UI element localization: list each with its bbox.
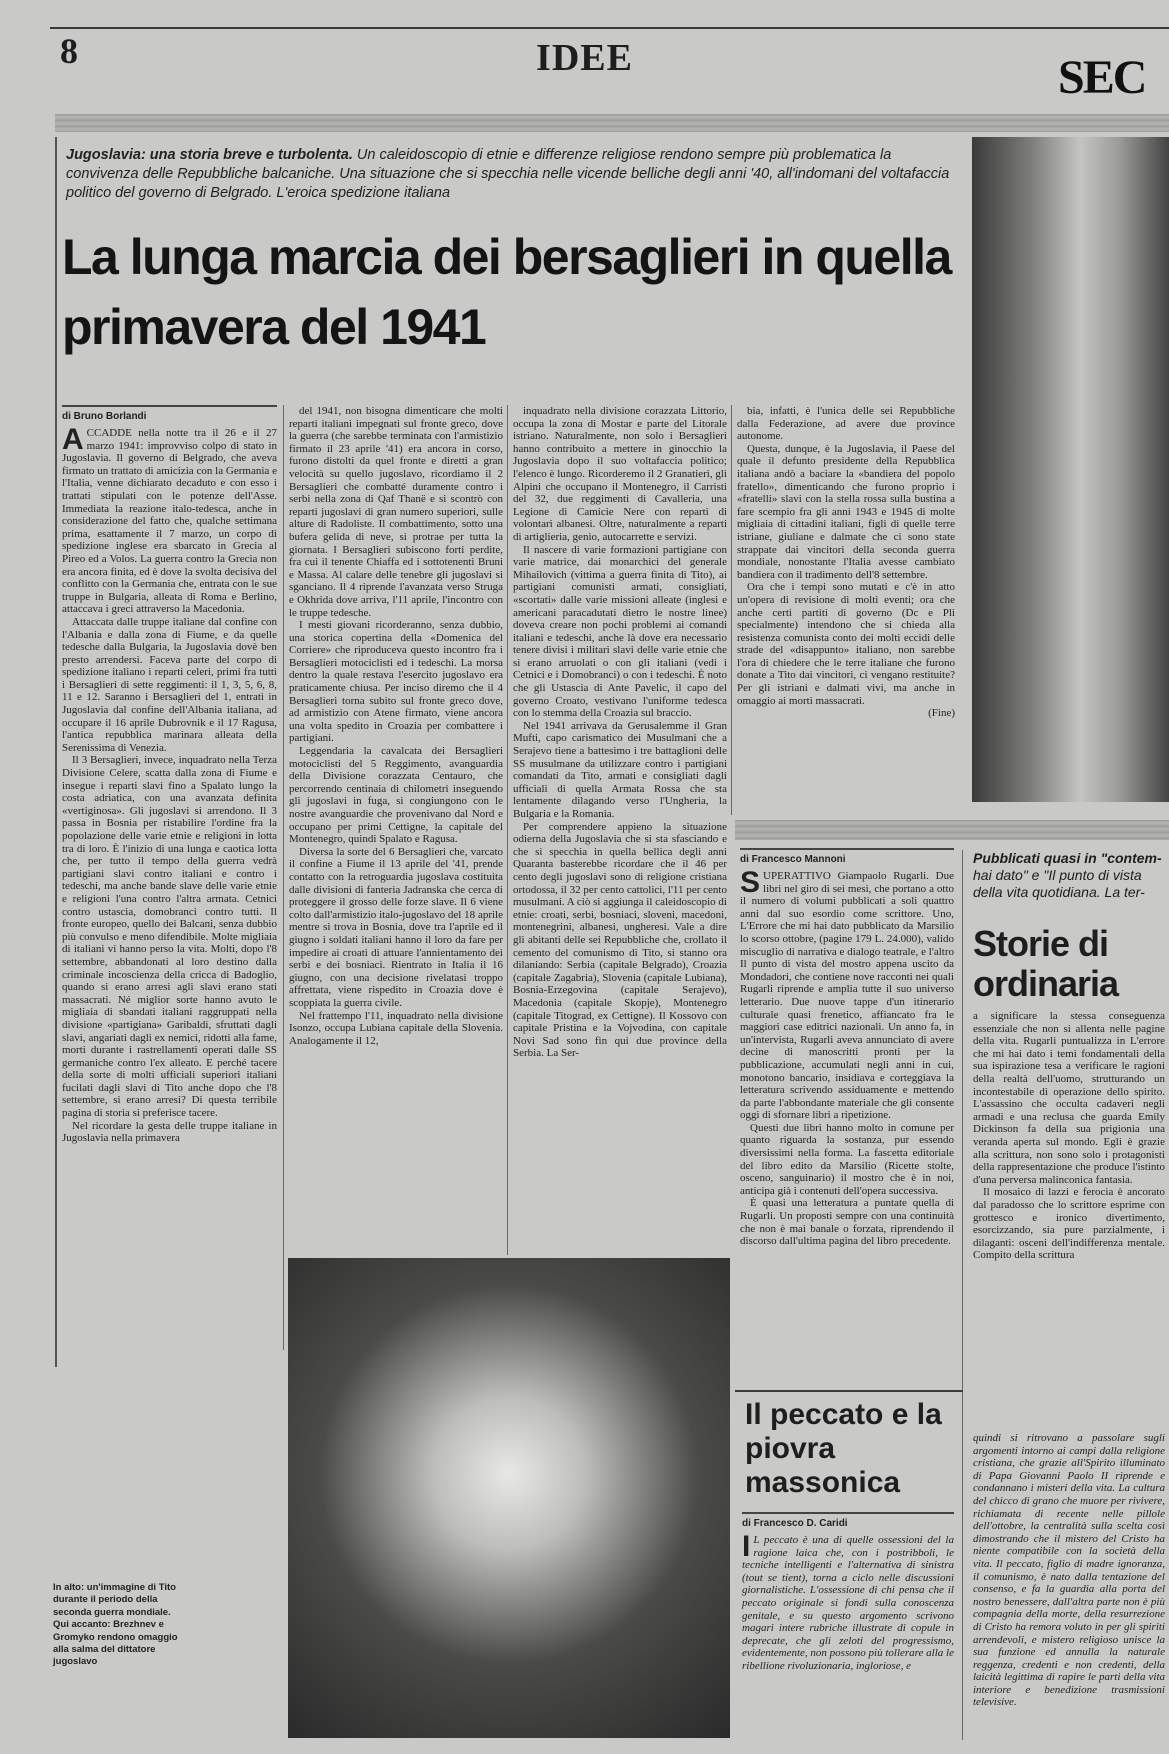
- paragraph: Attaccata dalle truppe italiane dal confine con l'Albania e dalla zona di Fiume, e da quelle tedesche dalla Bulgaria, la Jugoslavia dovè ben presto arrendersi. Faceva parte del corpo di spedizione italiano i reparti celeri, primi fra tutti i Bersaglieri di sette reggimenti: il 1, 3, 5, 6, 8, 11 e 12. Saranno i Bersaglieri del 1, entrati in Jugoslavia dal confine dell'Albania italiana, ad occupare il 16 aprile Dubrovnik e il 17 Ragusa, l'antica repubblica marinara alleata della Serenissima di Venezia.: [62, 615, 277, 754]
- paragraph: Diversa la sorte del 6 Bersaglieri che, varcato il confine a Fiume il 13 aprile del '41, prende contatto con la retroguardia jugoslava costituita dalle divisioni di fanteria Jadranska che cerca di proteggere il grosso delle forze slave. Il 6 viene colto dall'armistizio italo-jugoslavo del 18 aprile mentre si trova in Bosnia, dove tra l'aprile ed il giugno i soldati italiani hanno il loro da fare per impedire ai croati di attuare l'annientamento dei serbi e dei bosniaci. Rientrato in Italia il 16 giugno, con una decisione rivelatasi troppo affrettata, viene rispedito in Croazia dove è scoppiata la guerra civile.: [289, 845, 503, 1009]
- column-rule: [962, 850, 963, 1740]
- paragraph: quindi si ritrovano a passolare sugli argomenti intorno ai campi dalla religione cristiana, che grazie all'Spirito illuminato di Papa Giovanni Paolo II riprende e condannano i misteri della vita. La cultura del chicco di grano che muore per rivivere, richiamata di recente nelle pillole dell'ottobre, la centralità sulla scelta così dimostrando che il mistero del Cristo ha niente compatibile con la società della vita. Il peccato, figlio di madre ignoranza, il comunismo, è nato dalla tentazione del consenso, e fa la guardia alla porta del nostro benessere, dall'altra parte non è più compagnia della morte, della resurrezione di Cristo ha remora voluto in per gli spiriti arrendevoli, e mistero religioso unisce la sua funzione ed annulla la naturale reggenza, credenti e non credenti, della laicità legittima di rapire le parti della vita interiore e benedizione trasmissioni televisive.: [973, 1432, 1165, 1709]
- paragraph: Il nascere di varie formazioni partigiane con varie matrice, dai monarchici del generale Mihailovich (vittima a guerra finita di Tito), ai partigiani comunisti armati, consigliati, «scortati» dalle varie missioni alleate (inglesi e americani paracadutati dietro le nostre linee) doveva creare non pochi problemi ai comandi italiani e tedeschi, anche là dove era necessario tenere divisi i militari slavi delle varie etnie che si erano arruolati o con gli italiani (vedi i Cetnici e i Domobranci) o con i tedeschi. È noto che gli Ustascia di Ante Pavelic, il capo del governo Croato, vestivano l'uniforme tedesca con lo stemma della Croazia sul braccio.: [513, 543, 727, 720]
- paragraph: Questa, dunque, è la Jugoslavia, il Paese del quale il defunto presidente della Repubblica italiana andò a baciare la «bandiera del popolo fratello», dimenticando che furono proprio i «fratelli» slavi con la stella rossa sulla bustina a fare scempio fra gli anni 1943 e 1945 di molte migliaia di cittadini italiani, figli di quelle terre istriane, giuliane e dalmate che ci sono state strappate dai vincitori della seconda guerra mondiale, nonostante l'Italia avesse cambiato bandiera con il tradimento dell'8 settembre.: [737, 442, 955, 581]
- peccato-byline: di Francesco D. Caridi: [742, 1512, 954, 1529]
- peccato-headline: Il peccato e la piovra massonica: [745, 1398, 942, 1499]
- column-rule: [731, 405, 732, 815]
- mannoni-byline: di Francesco Mannoni: [740, 848, 954, 865]
- paragraph: Nel frattempo l'11, inquadrato nella divisione Isonzo, occupa Lubiana capitale della Slovenia. Analogamente il 12,: [289, 1009, 503, 1047]
- paragraph: Il 3 Bersaglieri, invece, inquadrato nella Terza Divisione Celere, scatta dalla zona di Fiume e insegue i reparti slavi fino a Spalato lungo la costa adriatica, con una avanzata definita «vertiginosa». Gli jugoslavi si arrendono. Il 3 passa in Bosnia per ristabilire l'ordine fra la popolazione delle varie etnie e religioni in lotta tra di loro. È l'inizio di una lunga e caotica lotta che, per tutto il tempo della guerra vedrà partigiani slavi contro italiani e contro i tedeschi, ma anche bande slave delle varie etnie e religioni l'una contro l'altra armata. Cetnici contro ustascia, domobranci contro tutti. Il fronte europeo, quello dei Balcani, senza dubbio più convulso e meno difendibile. Molte migliaia di italiani vi hanno perso la vita. Molti, dopo l'8 settembre, abbandonati al loro destino dalla criminale incoscienza della cricca di Badoglio, quando si erano arresi agli slavi erano stati massacrati. Né miglior sorte hanno avuto le migliaia di sbandati italiani raggruppati nella divisione «partigiana» Garibaldi, sfruttati dagli slavi, angariati dagli ex nemici, ridotti alla fame, morti durante i rastrellamenti operati dalle SS germaniche contro l'ex alleato. E perché tacere della sorte di molti ufficiali superiori italiani fucilati dagli slavi di Tito anche dopo che l'8 settembre, si erano arresi? Di questa terribile pagina di storia si preferisce tacere.: [62, 754, 277, 1120]
- funeral-photo: [288, 1258, 730, 1738]
- article-headline: La lunga marcia dei bersaglieri in quella primavera del 1941: [62, 229, 951, 355]
- article-column-3: [513, 405, 727, 1060]
- kicker-line: Pubblicati quasi in "contem-: [973, 850, 1162, 866]
- article-column-4: [737, 405, 955, 720]
- paragraph: UPERATTIVO Giampaolo Rugarli. Due libri nel giro di sei mesi, che portano a otto il numero di volumi pubblicati a soli quattro anni dal suo esordio come scrittore. Uno, L'Errore che mi hai dato pubblicato da Marsilio lo scorso ottobre, (pagine 179 L. 24.000), valido miscuglio di narrativa e dialogo teatrale, e l'altro Il punto di vista del mostro appena uscito da Mondadori, che contiene nove racconti nei quali Rugarli riprende e amplia tutte il suo universo letterario. Due nuove tappe d'un itinerario culturale quasi frenetico, affiancato fra le maggiori case editrici nazionali. Un anno fa, in un'intervista, Rugarli aveva annunciato di avere decine di manoscritti pronti per la pubblicazione, accumulati negli anni in cui, monotono bancario, insidiava e corteggiava la letteratura scrivendo assiduamente e mettendo da parte l'abbondante materiale che gli consente oggi di sfornare libri a ripetizione.: [740, 870, 954, 1122]
- deck-lead: Jugoslavia: una storia breve e turbolenta.: [66, 147, 353, 163]
- drop-cap: A: [62, 423, 84, 456]
- storie-text: [973, 1010, 1165, 1262]
- section-band: [735, 820, 1169, 840]
- section-title: IDEE: [536, 37, 633, 79]
- paragraph: È quasi una letteratura a puntate quella di Rugarli. Un proposti sempre con una continuità che non è mai banale o forzata, riprendendo il discorso dall'ultima pagina del libro precedente.: [740, 1197, 954, 1248]
- paragraph: I mesti giovani ricorderanno, senza dubbio, una storica copertina della «Domenica del Corriere» che riproduceva questo incontro fra i Bersaglieri motociclisti ed i tedeschi. La morsa dentro la quale restava l'esercito jugoslavo era praticamente chiusa. Per inciso diremo che il 4 Bersaglieri torna subito sul fronte greco dove, ad armistizio con Atene firmato, viene ancora una volta spedito in Croazia per combattere i partigiani.: [289, 619, 503, 745]
- column-rule: [507, 405, 508, 1255]
- drop-cap: S: [740, 866, 761, 899]
- article-deck: [66, 146, 956, 203]
- article-column-1: [62, 405, 277, 1145]
- paragraph: Nel 1941 arrivava da Gerusalemme il Gran Mufti, capo carismatico dei Musulmani che a Serajevo tiene a battesimo i tre battaglioni delle SS musulmane da utilizzare contro i partigiani comandati da Tito, armati e consigliati dagli ufficiali di quella Armata Rossa che sta lentamente dilagando verso l'Ungheria, la Bulgaria e la Romania.: [513, 719, 727, 820]
- kicker-line: hai dato" e "Il punto di vista: [973, 867, 1142, 883]
- newspaper-logo: SEC: [1058, 51, 1146, 104]
- page-number: 8: [60, 31, 78, 71]
- paragraph: Nel ricordare la gesta delle truppe italiane in Jugoslavia nella primavera: [62, 1119, 277, 1145]
- peccato-continued: [973, 1432, 1165, 1709]
- section-rule: [735, 1390, 963, 1392]
- paragraph: L peccato è una di quelle ossessioni del la ragione laica che, con i postribboli, le tecniche intelligenti e l'alternativa di sinistra (tout se tient), torna a ciclo nelle discussioni giornalistiche. L'ossessione di chi pensa che il peccato originale si fondi sulla conoscenza genitale, e su questo argomento scrivono magari intere rubriche illustrate di copule in deprecate, che gli zeloti del progressismo, evidentemente, non possono più tollerare alla le ribellione rivoluzionaria, ingloriose, e: [742, 1534, 954, 1672]
- kicker-line: della vita quotidiana. La ter-: [973, 884, 1145, 900]
- header-band: [55, 114, 1169, 132]
- deck-text: Un caleidoscopio di etnie e differenze religiose rendono sempre più problematica la convivenza delle Repubbliche balcaniche. Una situazione che si specchia nelle vicende belliche degli anni '40, all'indomani del voltafaccia politico del governo di Belgrado. L'eroica spedizione italiana: [66, 147, 950, 201]
- storie-headline: Storie di ordinaria: [973, 923, 1119, 1004]
- mannoni-article: [740, 848, 954, 1248]
- paragraph: del 1941, non bisogna dimenticare che molti reparti italiani impegnati sul fronte greco, dove la guerra (che sarebbe terminata con l'armistizio firmato il 23 aprile '41) era ancora in corso, furono distolti da quel fronte e diretti a gran velocità su quello jugoslavo, ricordiamo il 2 Bersaglieri che combatté duramente contro i serbi nella zona di Qaf Thanë e si scontrò con reparti jugoslavi di gran numero superiori, sulle alture di Radoliste. Il combattimento, sotto una bufera gelida di neve, si protrae per tutta la giornata. I Bersaglieri subiscono forti perdite, fra cui il tenente Chiaffa ed i sottotenenti Bruni e Massa. Al calare delle tenebre gli jugoslavi si sganciano. Il 4 riprende l'avanzata verso Struga e Okhrida dove arriva, l'11 aprile, l'incontro con le truppe tedesche.: [289, 405, 503, 619]
- photo-caption: In alto: un'immagine di Tito durante il periodo della seconda guerra mondiale. Qui accanto: Brezhnev e Gromyko rendono omaggio alla salma del dittatore jugoslavo: [53, 1582, 178, 1668]
- storie-kicker: [973, 850, 1165, 901]
- paragraph: Il mosaico di lazzi e ferocia è ancorato dal paradosso che lo scrittore esprime con grottesco e ironico divertimento, esorcizzando, sia pure parzialmente, i dilaganti: osceni dell'indifferenza mentale. Compito della scrittura: [973, 1186, 1165, 1262]
- paragraph: Leggendaria la cavalcata dei Bersaglieri motociclisti del 5 Reggimento, avanguardia della Divisione corazzata Centauro, che percorrendo centinaia di chilometri inseguendo gli jugoslavi in fuga, si congiungono con le nostre avanguardie che provenivano dal Nord e occupano per primi Cettigne, la capitale del Montenegro, quindi Spalato e Ragusa.: [289, 745, 503, 846]
- peccato-article: [742, 1512, 954, 1673]
- paragraph: CCADDE nella notte tra il 26 e il 27 marzo 1941: improvviso colpo di stato in Jugoslavia. Il governo di Belgrado, che aveva firmato un trattato di amicizia con la Germania e l'Italia, venne dichiarato decaduto e con esso i trattati stipulati con le potenze dell'Asse. Immediata la reazione italo-tedesca, anche in considerazione del fatto che, qualche settimana prima, esattamente il 7 marzo, un corpo di spedizione inglese era sbarcato in Grecia al Pireo ed a Volos. La guerra contro la Grecia non era ancora finita, ed è dove la svolta decisiva del conflitto con la Germania che, entrata con le sue truppe in Bulgaria, alleata di Roma e Berlino, attaccava i greci attraverso la Macedonia.: [62, 427, 277, 616]
- paragraph: Per comprendere appieno la situazione odierna della Jugoslavia che si sta sfasciando e che si specchia in quella bellica degli anni Quaranta basterebbe ricordare che il 46 per cento degli jugoslavi sono di religione cristiana ortodossa, il 32 per cento cattolici, l'11 per cento musulmani. A ciò si aggiunga il caleidoscopio di etnie: croati, serbi, bosniaci, sloveni, macedoni, montenegrini, albanesi, ungheresi. Vale a dire gli abitanti delle sei Repubbliche che, crollato il cemento del comunismo di Tito, si stanno ora dilaniando: Serbia (capitale Belgrado), Croazia (capitale Zagabria), Slovenia (capitale Lubiana), Bosnia-Erzegovina (capitale Serajevo), Macedonia (capitale Skopje), Montenegro (capitale Titograd, ex Cettigne). Il Kossovo con capitale Pristina e la Vojvodina, con capitale Novi Sad sono fin qui due province della Serbia. La Ser-: [513, 820, 727, 1060]
- tito-photo: [972, 137, 1169, 802]
- paragraph: a significare la stessa conseguenza essenziale che non si allenta nelle pagine della vita. Rugarli puntualizza in L'errore che mi hai dato i temi fondamentali della sua ispirazione tesa a verificare le ragioni della realtà dell'uomo, strutturando un incontestabile di operazione dello spirito. L'assassino che occulta cadaveri negli armadi e una reclusa che guarda Emily Dickinson fa della sua prigionia una veranda aperta sul mondo. Egli è grazie alla scrittura, non sono solo i protagonisti della rappresentazione che produce l'istinto d'una perversa malinconica fantasia.: [973, 1010, 1165, 1186]
- top-rule: [50, 27, 1169, 29]
- column-rule: [283, 405, 284, 1350]
- paragraph: inquadrato nella divisione corazzata Littorio, occupa la zona di Mostar e parte del Litorale istriano. Naturalmente, non solo i Bersaglieri hanno contribuito a mettere in ginocchio la Jugoslavia dopo il suo voltafaccia politico; l'elenco è lungo. Ricorderemo il 2 Granatieri, gli Alpini che occupano il Montenegro, il Carristi del 32, due reggimenti di Cavalleria, una Legione di Camicie Nere con reparti di volontari albanesi. Oltre, naturalmente a reparti di artiglieria, genio, autocarrette e servizi.: [513, 405, 727, 543]
- article-byline: di Bruno Borlandi: [62, 405, 277, 422]
- paragraph: Ora che i tempi sono mutati e c'è in atto un'opera di revisione di molti eventi; ora che anche certi partiti di governo (Dc e Pli specialmente) intendono che si chieda alla resistenza comunista conto dei molti eccidi delle strade del «disappunto» italiano, non sarebbe l'ora di chiedere che le terre italiane che furono donate a Tito dai vincitori, ci vengano restituite? Per gli istriani e dalmati vivi, ma anche in omaggio ai morti massacrati.: [737, 581, 955, 707]
- end-mark: (Fine): [928, 707, 955, 720]
- paragraph: bia, infatti, è l'unica delle sei Repubbliche dalla Federazione, ad avere due province autonome.: [737, 405, 955, 443]
- paragraph: Questi due libri hanno molto in comune per quanto riguarda la sostanza, pur essendo diversissimi nella forma. La fascetta editoriale del libro edito da Marsilio (Ricette stolte, osceno, sanguinario) il mostro che è in noi, anticipa già i contenuti dell'opera successiva.: [740, 1121, 954, 1197]
- article-column-2: [289, 405, 503, 1047]
- drop-cap: I: [742, 1530, 751, 1563]
